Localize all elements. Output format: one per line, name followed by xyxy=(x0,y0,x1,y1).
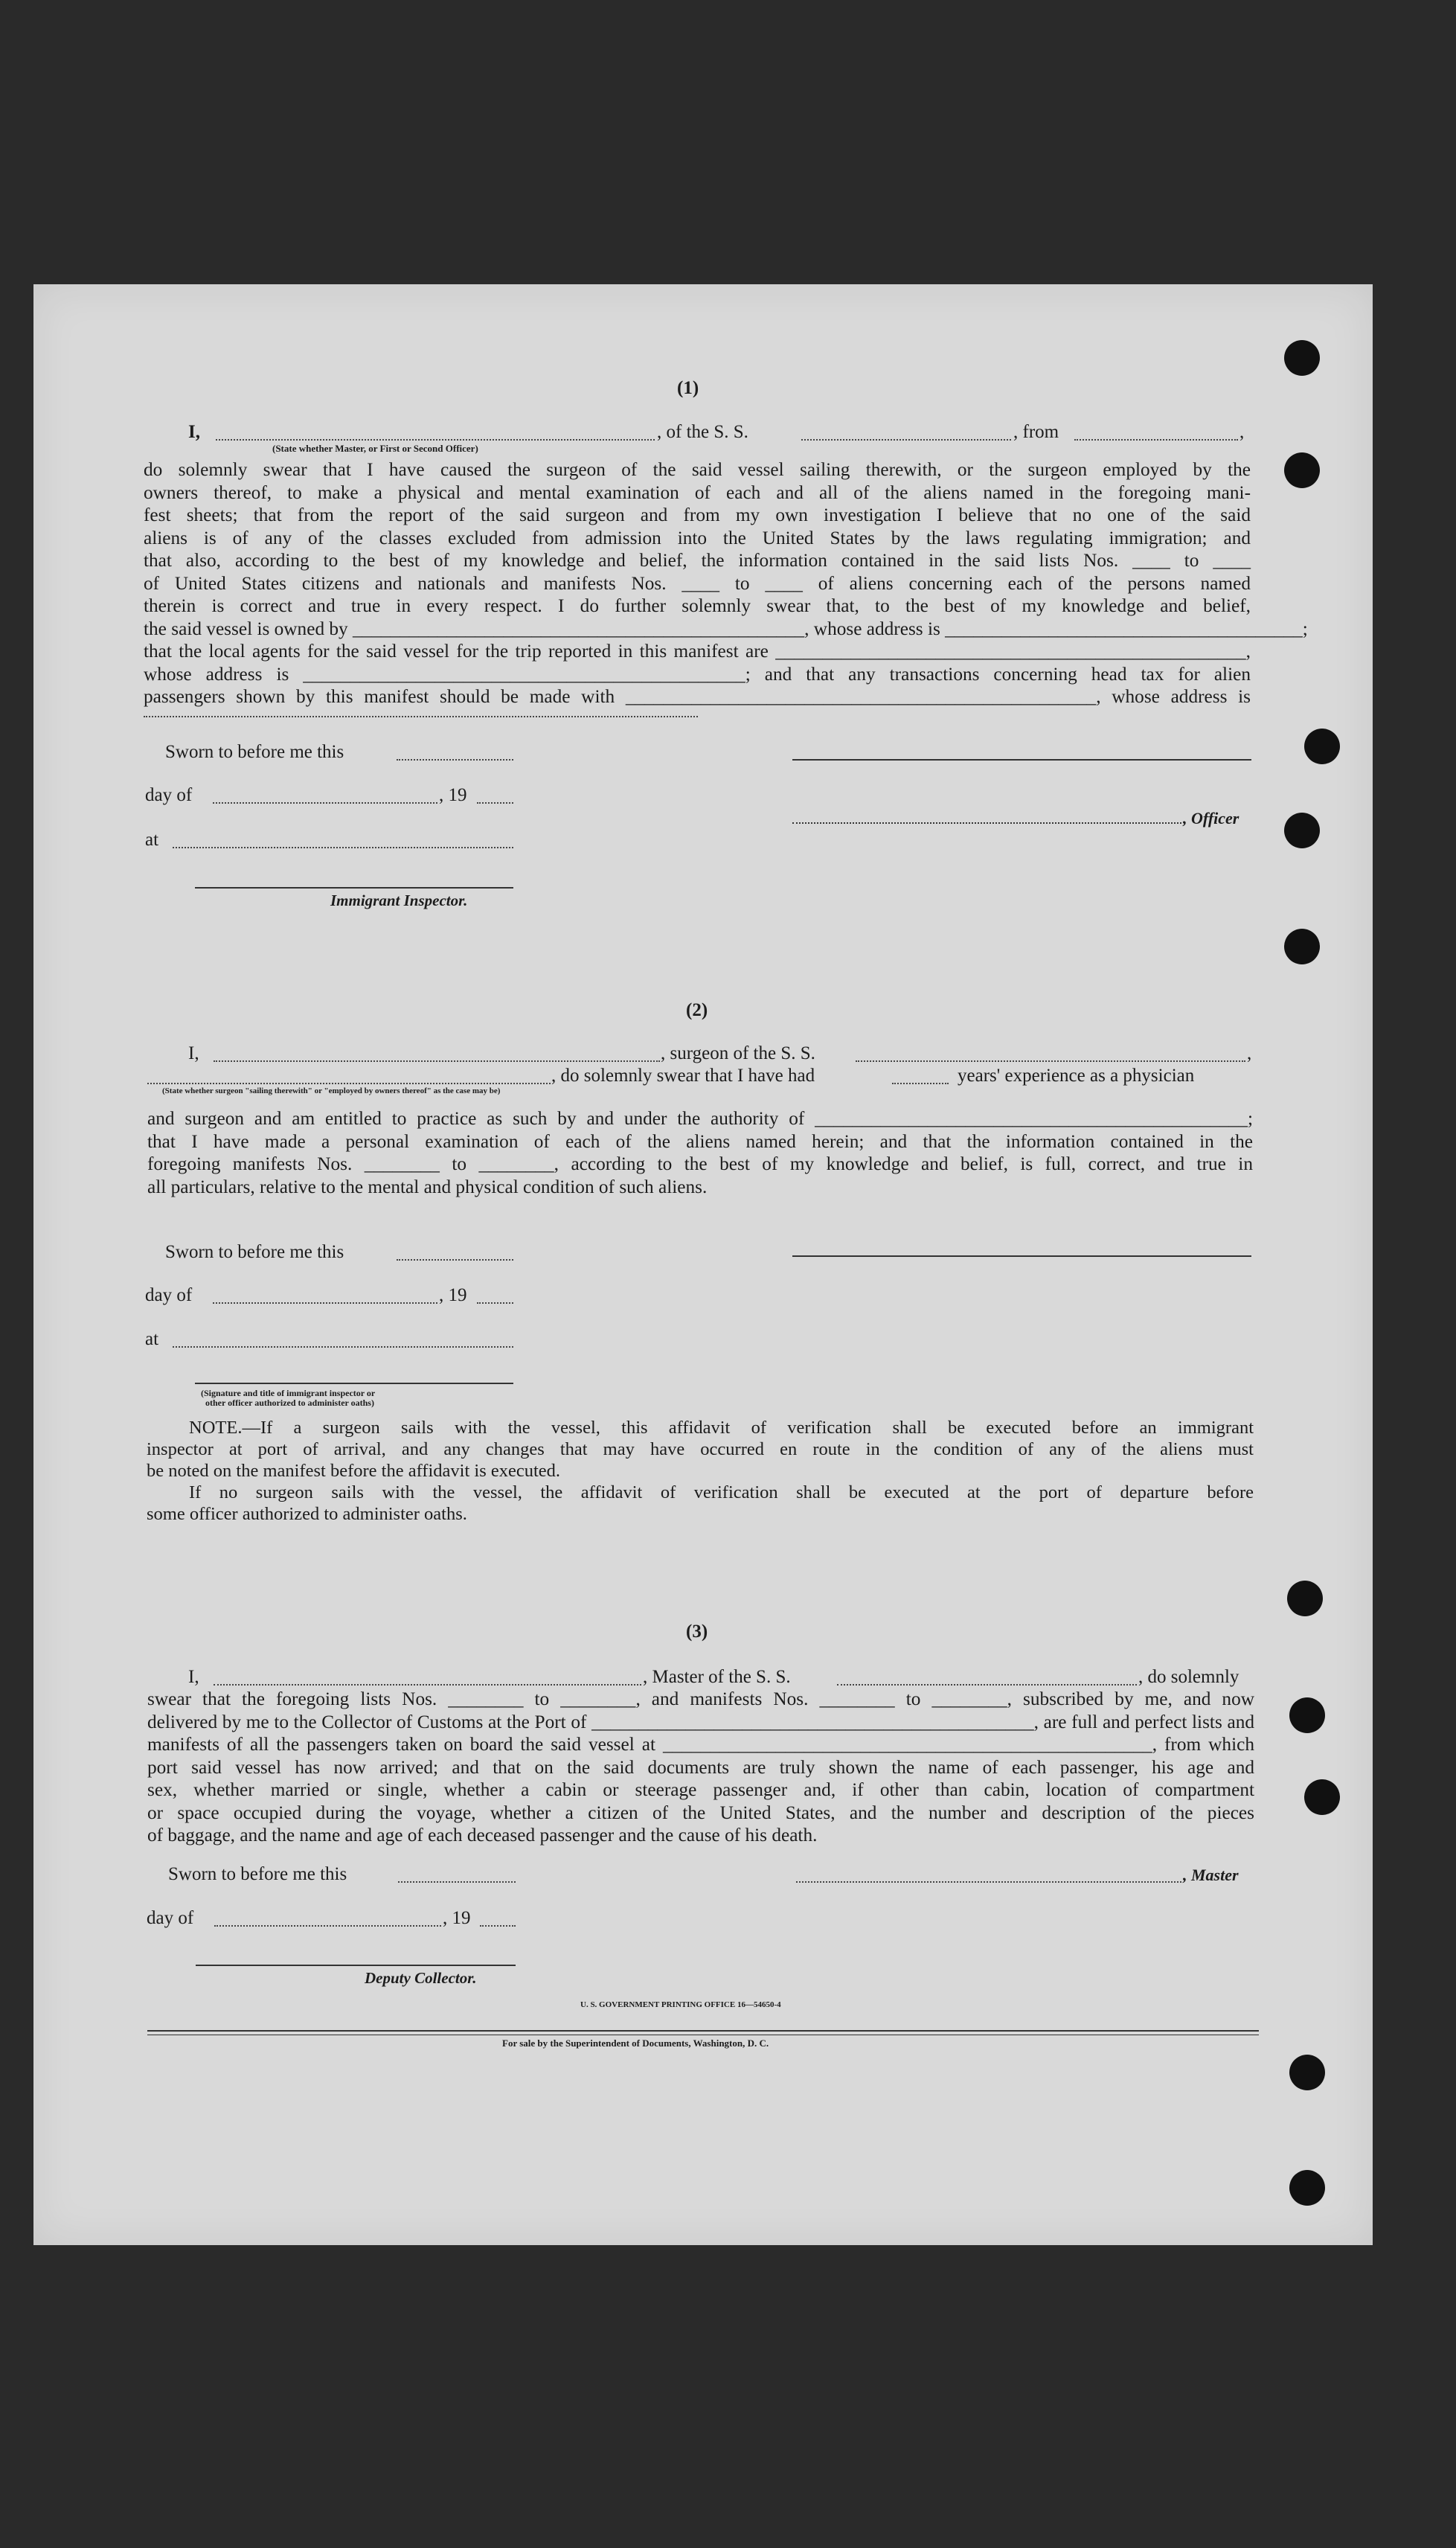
binder-hole xyxy=(1289,2170,1325,2206)
section3-day-blank[interactable] xyxy=(214,1925,441,1927)
section1-signature-line[interactable] xyxy=(792,759,1251,761)
section2-para-line: foregoing manifests Nos. ________ to ________, according to the best of my knowledge and belief, is full, correct, and true in xyxy=(147,1153,1253,1174)
section2-para-line: and surgeon and am entitled to practice as such by and under the authority of ______________________________________________; xyxy=(147,1108,1253,1129)
section2-sworn-blank[interactable] xyxy=(397,1259,513,1261)
section1-day-blank[interactable] xyxy=(213,802,437,804)
section2-capacity-caption: (State whether surgeon "sailing therewith" or "employed by owners thereof" as the case may be) xyxy=(162,1086,501,1095)
binder-hole xyxy=(1284,340,1320,376)
binder-hole xyxy=(1287,1581,1323,1616)
section2-note xyxy=(147,1417,1254,1525)
footer-imprint: For sale by the Superintendent of Documents, Washington, D. C. xyxy=(502,2038,769,2049)
section3-sworn-blank[interactable] xyxy=(398,1881,516,1883)
note-line: inspector at port of arrival, and any changes that may have occurred en route in the condition of any of the aliens must xyxy=(147,1439,1254,1459)
section3-para-line: delivered by me to the Collector of Customs at the Port of _______________________________________________, are full and perfect lists and xyxy=(147,1711,1254,1732)
binder-hole xyxy=(1284,929,1320,964)
section1-year-label: , 19 xyxy=(439,785,467,805)
section3-para-line: of baggage, and the name and age of each deceased passenger and the cause of his death. xyxy=(147,1825,818,1846)
section3-day-label: day of xyxy=(147,1908,194,1928)
section3-swear-label: , do solemnly xyxy=(1138,1667,1239,1687)
section3-master-signature-line[interactable] xyxy=(796,1881,1181,1883)
section2-line-end: , xyxy=(1247,1043,1252,1063)
section2-swear-label: , do solemnly swear that I have had xyxy=(551,1066,815,1086)
section3-year-label: , 19 xyxy=(443,1908,471,1928)
gpo-imprint: U. S. GOVERNMENT PRINTING OFFICE 16—54650-4 xyxy=(580,2000,781,2009)
section2-surgeon-name-blank[interactable] xyxy=(214,1060,660,1062)
binder-hole xyxy=(1304,729,1340,764)
section3-oath-paragraph xyxy=(147,1688,1254,1847)
section2-signature-line[interactable] xyxy=(792,1255,1251,1257)
section1-i-label: I, xyxy=(188,422,200,442)
section3-year-blank[interactable] xyxy=(480,1925,516,1927)
section2-heading: (2) xyxy=(686,1000,708,1020)
section2-para-line: all particulars, relative to the mental and physical condition of such aliens. xyxy=(147,1176,708,1197)
note-line: If no surgeon sails with the vessel, the affidavit of verification shall be executed at the port of departure before xyxy=(189,1482,1254,1502)
section1-officer-line[interactable] xyxy=(792,822,1181,824)
section1-para-line: the said vessel is owned by ________________________________________________, whose address is ______________________________________; xyxy=(144,618,1308,639)
section2-inspector-line[interactable] xyxy=(195,1383,513,1384)
section1-at-blank[interactable] xyxy=(173,847,513,848)
section1-para-line: that the local agents for the said vessel for the trip reported in this manifest are __________________________________________________, xyxy=(144,641,1251,662)
section2-sig-caption: (Signature and title of immigrant inspector or xyxy=(201,1388,376,1398)
section1-inspector-line[interactable] xyxy=(195,887,513,889)
section3-heading: (3) xyxy=(686,1622,708,1642)
section2-surgeon-label: , surgeon of the S. S. xyxy=(661,1043,815,1063)
section2-at-blank[interactable] xyxy=(173,1346,513,1348)
section1-from-blank[interactable] xyxy=(1074,439,1238,441)
section1-line-end: , xyxy=(1239,422,1245,442)
section1-sworn-blank[interactable] xyxy=(397,759,513,761)
section2-at-label: at xyxy=(145,1329,159,1349)
section1-para-line: that also, according to the best of my knowledge and belief, the information contained in the said lists Nos. ____ to ____ xyxy=(144,550,1251,571)
section1-para-line: aliens is of any of the classes excluded from admission into the United States by the laws regulating immigration; and xyxy=(144,527,1251,548)
section1-year-blank[interactable] xyxy=(477,802,513,804)
section3-deputy-label: Deputy Collector. xyxy=(365,1969,477,1987)
section3-para-line: port said vessel has now arrived; and that on the said documents are truly shown the name of each passenger, his age and xyxy=(147,1756,1254,1778)
section1-at-label: at xyxy=(145,830,159,850)
section1-address-blank[interactable] xyxy=(144,716,698,717)
section1-officer-blank[interactable] xyxy=(216,439,655,441)
section2-day-blank[interactable] xyxy=(213,1302,437,1304)
section2-year-label: , 19 xyxy=(439,1285,467,1305)
section2-years-label: years' experience as a physician xyxy=(958,1066,1195,1086)
section3-master-sig-label: , Master xyxy=(1183,1866,1239,1884)
section1-para-line: passengers shown by this manifest should be made with __________________________________________________, whose address is xyxy=(144,686,1251,707)
footer-rule xyxy=(147,2030,1259,2032)
section2-year-blank[interactable] xyxy=(477,1302,513,1304)
section1-para-line: owners thereof, to make a physical and mental examination of each and all of the aliens named in the foregoing mani- xyxy=(144,481,1251,503)
section2-oath-paragraph xyxy=(147,1107,1253,1198)
section1-sworn-label: Sworn to before me this xyxy=(165,742,344,762)
section3-deputy-line[interactable] xyxy=(196,1965,516,1966)
section3-para-line: manifests of all the passengers taken on board the said vessel at ____________________________________________________, from which xyxy=(147,1734,1254,1755)
section2-sig-caption: other officer authorized to administer oaths) xyxy=(205,1398,374,1408)
section3-master-label: , Master of the S. S. xyxy=(643,1667,791,1687)
section1-oath-paragraph xyxy=(144,458,1308,708)
section2-para-line: that I have made a personal examination of each of the aliens named herein; and that the information contained in the xyxy=(147,1130,1253,1152)
section3-sworn-label: Sworn to before me this xyxy=(168,1864,347,1884)
section1-officer-label: , Officer xyxy=(1183,809,1239,828)
binder-hole xyxy=(1284,452,1320,488)
section3-ship-blank[interactable] xyxy=(837,1684,1137,1686)
section1-para-line: of United States citizens and nationals and manifests Nos. ____ to ____ of aliens concerning each of the persons named xyxy=(144,572,1251,594)
section1-officer-caption: (State whether Master, or First or Second Officer) xyxy=(272,443,478,454)
note-line: some officer authorized to administer oaths. xyxy=(147,1504,467,1524)
section2-ship-blank[interactable] xyxy=(856,1060,1245,1062)
note-line: be noted on the manifest before the affidavit is executed. xyxy=(147,1461,561,1481)
binder-hole xyxy=(1304,1779,1340,1815)
section3-master-name-blank[interactable] xyxy=(214,1684,641,1686)
section1-para-line: therein is correct and true in every respect. I do further solemnly swear that, to the best of my knowledge and belief, xyxy=(144,595,1251,616)
section2-capacity-blank[interactable] xyxy=(147,1083,551,1084)
section2-sworn-label: Sworn to before me this xyxy=(165,1242,344,1262)
section1-inspector-label: Immigrant Inspector. xyxy=(330,892,468,909)
section1-of-ss-label: , of the S. S. xyxy=(657,422,748,442)
section1-heading: (1) xyxy=(677,378,699,398)
section2-day-label: day of xyxy=(145,1285,193,1305)
section2-i-label: I, xyxy=(188,1043,199,1063)
binder-hole xyxy=(1289,2055,1325,2090)
note-line: NOTE.—If a surgeon sails with the vessel, this affidavit of verification shall be executed before an immigrant xyxy=(189,1418,1254,1438)
section3-para-line: sex, whether married or single, whether a cabin or steerage passenger and, if other than cabin, location of compartment xyxy=(147,1779,1254,1800)
section1-para-line: whose address is _______________________________________________; and that any transactions concerning head tax for alien xyxy=(144,663,1251,685)
section3-i-label: I, xyxy=(188,1667,199,1687)
section3-para-line: swear that the foregoing lists Nos. ________ to ________, and manifests Nos. ________ to ________, subscribed by me, and now xyxy=(147,1688,1254,1709)
section1-from-label: , from xyxy=(1013,422,1059,442)
section1-para-line: do solemnly swear that I have caused the surgeon of the said vessel sailing therewith, or the surgeon employed by the xyxy=(144,459,1251,480)
section1-ship-blank[interactable] xyxy=(801,439,1011,441)
section2-years-blank[interactable] xyxy=(892,1083,949,1084)
binder-hole xyxy=(1289,1697,1325,1733)
section1-day-label: day of xyxy=(145,785,193,805)
section3-para-line: or space occupied during the voyage, whether a citizen of the United States, and the number and description of the pieces xyxy=(147,1802,1254,1823)
section1-para-line: fest sheets; that from the report of the said surgeon and from my own investigation I believe that no one of the said xyxy=(144,505,1251,525)
binder-hole xyxy=(1284,813,1320,848)
